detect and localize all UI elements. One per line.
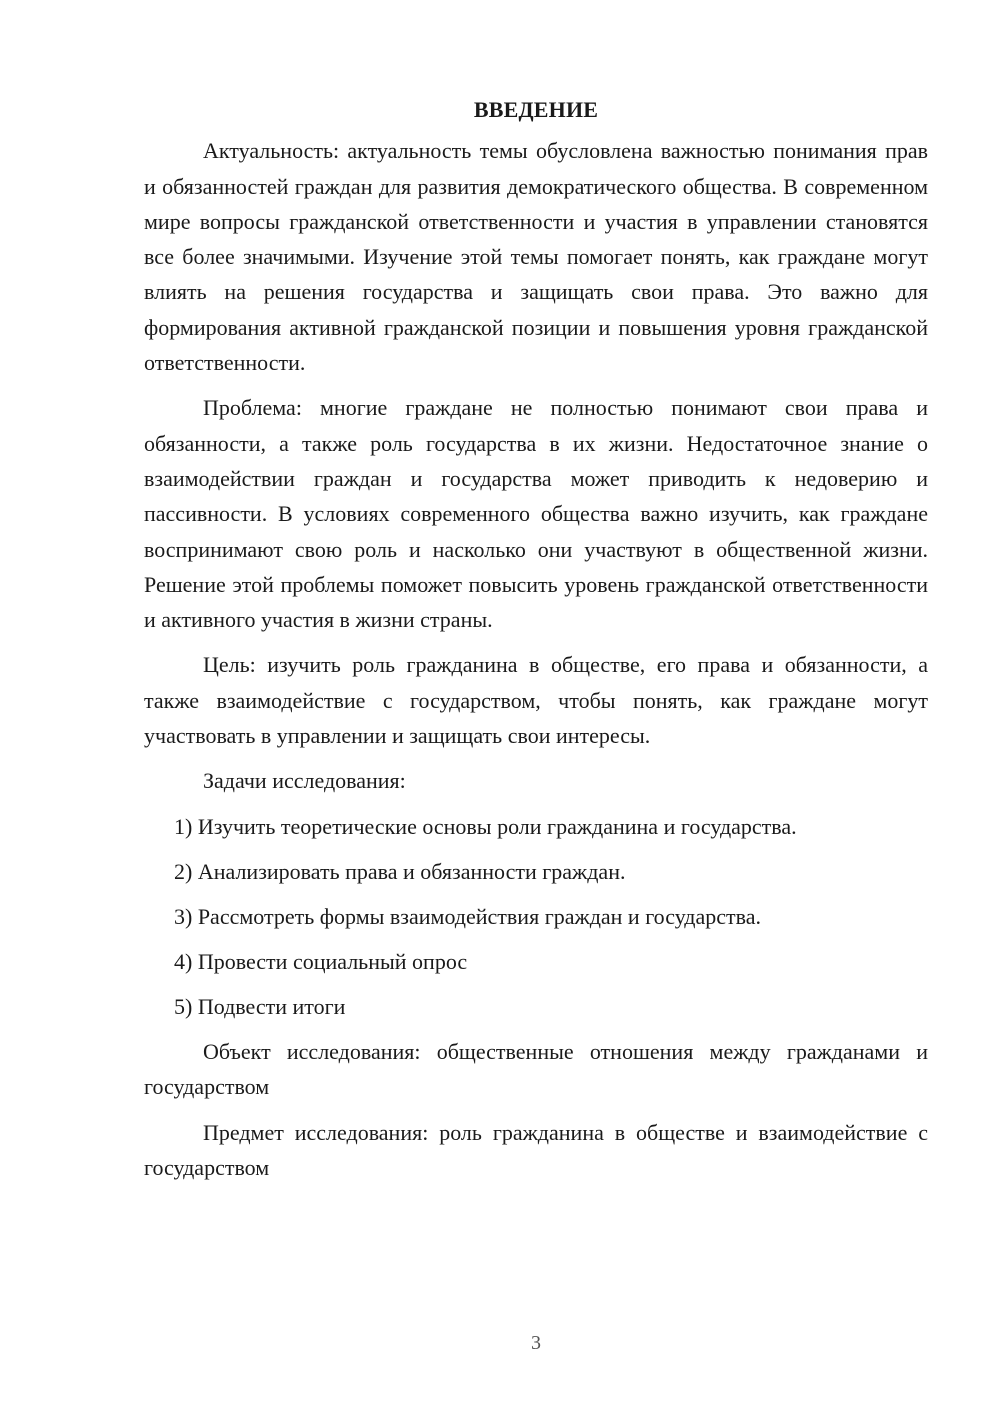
task-item: 2) Анализировать права и обязанности граждан. (174, 858, 626, 884)
tasks-list (144, 809, 928, 1025)
task-item: 3) Рассмотреть формы взаимодействия граждан и государства. (174, 903, 762, 929)
subject-paragraph: Предмет исследования: роль гражданина в обществе и взаимодействие с государством (144, 1119, 928, 1180)
goal-paragraph: Цель: изучить роль гражданина в обществе, его права и обязанности, а также взаимодействие с государством, чтобы понять, как граждане могут участвовать в управлении и защищать свои интересы. (144, 652, 928, 749)
page-number: 3 (531, 1332, 541, 1354)
tasks-heading: Задачи исследования: (203, 768, 406, 794)
task-item: 4) Провести социальный опрос (174, 948, 468, 974)
task-item: 1) Изучить теоретические основы роли гражданина и государства. (174, 813, 797, 839)
document-page (144, 92, 928, 1195)
relevance-paragraph: Актуальность: актуальность темы обусловлена важностью понимания прав и обязанностей граждан для развития демократического общества. В современном мире вопросы гражданской ответственности и участия в управлении становятся все более значимыми. Изучение этой темы помогает понять, как граждане могут влиять на решения государства и защищать свои права. Это важно для формирования активной гражданской позиции и повышения уровня гражданской ответственности. (144, 138, 928, 376)
section-title: ВВЕДЕНИЕ (473, 97, 599, 122)
problem-paragraph: Проблема: многие граждане не полностью понимают свои права и обязанности, а также роль государства в их жизни. Недостаточное знание о взаимодействии граждан и государства может приводить к недоверию и пассивности. В условиях современного общества важно изучить, как граждане воспринимают свою роль и насколько они участвуют в общественной жизни. Решение этой проблемы поможет повысить уровень гражданской ответственности и активного участия в жизни страны. (144, 395, 928, 633)
object-paragraph: Объект исследования: общественные отношения между гражданами и государством (144, 1039, 928, 1100)
task-item: 5) Подвести итоги (174, 994, 346, 1020)
